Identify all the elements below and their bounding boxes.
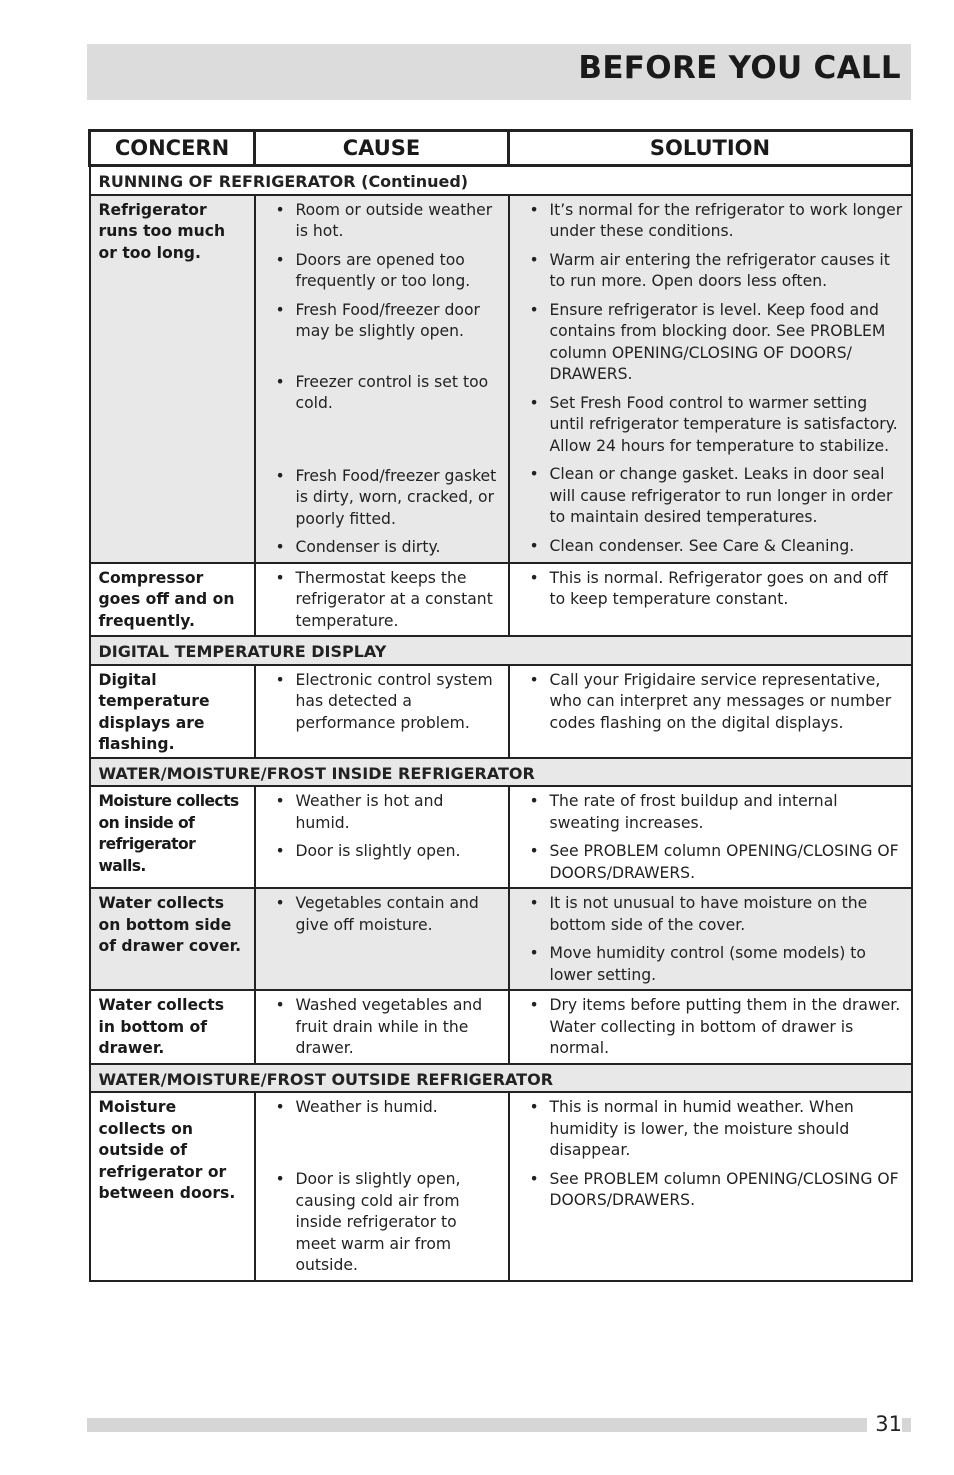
solution-item: • Dry items before putting them in the drawer. Water collecting in bottom of drawer is normal. — [518, 995, 903, 1060]
concern-cell: Refrigerator runs too much or too long. — [90, 195, 255, 563]
solution-cell — [509, 990, 912, 1064]
section-header-water-outside — [90, 1064, 912, 1093]
table-row — [90, 195, 912, 563]
cause-cell — [255, 786, 509, 888]
column-header-cause: CAUSE — [255, 131, 509, 166]
concern-cell: Moisture collects on inside of refrigerator walls. — [90, 786, 255, 888]
cause-item: • Vegetables contain and give off moisture. — [264, 893, 500, 936]
solution-cell — [509, 1092, 912, 1281]
cause-item: • Electronic control system has detected a performance problem. — [264, 670, 500, 735]
section-title: DIGITAL TEMPERATURE DISPLAY — [90, 636, 912, 665]
cause-item: • Door is slightly open, causing cold air from inside refrigerator to meet warm air from outside. — [264, 1169, 500, 1277]
solution-cell — [509, 563, 912, 637]
table-row — [90, 1092, 912, 1281]
solution-item: • See PROBLEM column OPENING/CLOSING OF DOORS/DRAWERS. — [518, 841, 903, 884]
column-header-concern: CONCERN — [90, 131, 255, 166]
section-header-digital — [90, 636, 912, 665]
concern-cell: Water collects on bottom side of drawer cover. — [90, 888, 255, 990]
troubleshooting-table — [88, 129, 913, 1282]
cause-item: • Weather is humid. — [264, 1097, 500, 1162]
section-title: WATER/MOISTURE/FROST INSIDE REFRIGERATOR — [90, 758, 912, 787]
cause-item: • Condenser is dirty. — [264, 537, 500, 559]
concern-cell: Moisture collects on outside of refrigerator or between doors. — [90, 1092, 255, 1281]
header-band — [87, 44, 911, 100]
table-row — [90, 786, 912, 888]
page-number: 31 — [867, 1410, 902, 1438]
solution-item: • Warm air entering the refrigerator causes it to run more. Open doors less often. — [518, 250, 903, 293]
table-row — [90, 990, 912, 1064]
solution-item: • It is not unusual to have moisture on the bottom side of the cover. — [518, 893, 903, 936]
cause-item: • Doors are opened too frequently or too long. — [264, 250, 500, 293]
cause-item: • Fresh Food/freezer gasket is dirty, worn, cracked, or poorly fitted. — [264, 466, 500, 531]
solution-cell — [509, 888, 912, 990]
page-title: BEFORE YOU CALL — [578, 50, 901, 86]
section-header-water-inside — [90, 758, 912, 787]
concern-cell: Compressor goes off and on frequently. — [90, 563, 255, 637]
solution-item: • Clean condenser. See Care & Cleaning. — [518, 536, 903, 558]
solution-item: • It’s normal for the refrigerator to work longer under these conditions. — [518, 200, 903, 243]
cause-cell — [255, 665, 509, 758]
cause-cell — [255, 990, 509, 1064]
solution-item: • Call your Frigidaire service representative, who can interpret any messages or number codes flashing on the digital displays. — [518, 670, 903, 735]
cause-item: • Freezer control is set too cold. — [264, 372, 500, 459]
solution-item: • This is normal in humid weather. When humidity is lower, the moisture should disappear. — [518, 1097, 903, 1162]
cause-cell — [255, 888, 509, 990]
cause-cell — [255, 563, 509, 637]
solution-item: • Ensure refrigerator is level. Keep food and contains from blocking door. See PROBLEM column OPENING/CLOSING OF DOORS/ DRAWERS. — [518, 300, 903, 386]
table-row — [90, 665, 912, 758]
table-header-row — [90, 131, 912, 166]
solution-item: • Set Fresh Food control to warmer setting until refrigerator temperature is satisfactory. Allow 24 hours for temperature to stabilize. — [518, 393, 903, 458]
solution-item: • Clean or change gasket. Leaks in door seal will cause refrigerator to run longer in order to maintain desired temperatures. — [518, 464, 903, 529]
section-header-running — [90, 166, 912, 195]
column-header-solution: SOLUTION — [509, 131, 912, 166]
cause-item: • Washed vegetables and fruit drain while in the drawer. — [264, 995, 500, 1060]
cause-item: • Room or outside weather is hot. — [264, 200, 500, 243]
table-row — [90, 888, 912, 990]
solution-item: • This is normal. Refrigerator goes on and off to keep temperature constant. — [518, 568, 903, 611]
cause-cell — [255, 195, 509, 563]
section-title: WATER/MOISTURE/FROST OUTSIDE REFRIGERATOR — [90, 1064, 912, 1093]
solution-cell — [509, 195, 912, 563]
cause-item: • Weather is hot and humid. — [264, 791, 500, 834]
cause-cell — [255, 1092, 509, 1281]
solution-cell — [509, 786, 912, 888]
section-title: RUNNING OF REFRIGERATOR (Continued) — [90, 166, 912, 195]
solution-item: • See PROBLEM column OPENING/CLOSING OF DOORS/DRAWERS. — [518, 1169, 903, 1212]
cause-item: • Fresh Food/freezer door may be slightly open. — [264, 300, 500, 365]
footer-bar — [87, 1418, 911, 1432]
solution-cell — [509, 665, 912, 758]
table-row — [90, 563, 912, 637]
cause-item: • Thermostat keeps the refrigerator at a constant temperature. — [264, 568, 500, 633]
solution-item: • The rate of frost buildup and internal sweating increases. — [518, 791, 903, 834]
solution-item: • Move humidity control (some models) to lower setting. — [518, 943, 903, 986]
concern-cell: Digital temperature displays are flashing. — [90, 665, 255, 758]
concern-cell: Water collects in bottom of drawer. — [90, 990, 255, 1064]
cause-item: • Door is slightly open. — [264, 841, 500, 863]
